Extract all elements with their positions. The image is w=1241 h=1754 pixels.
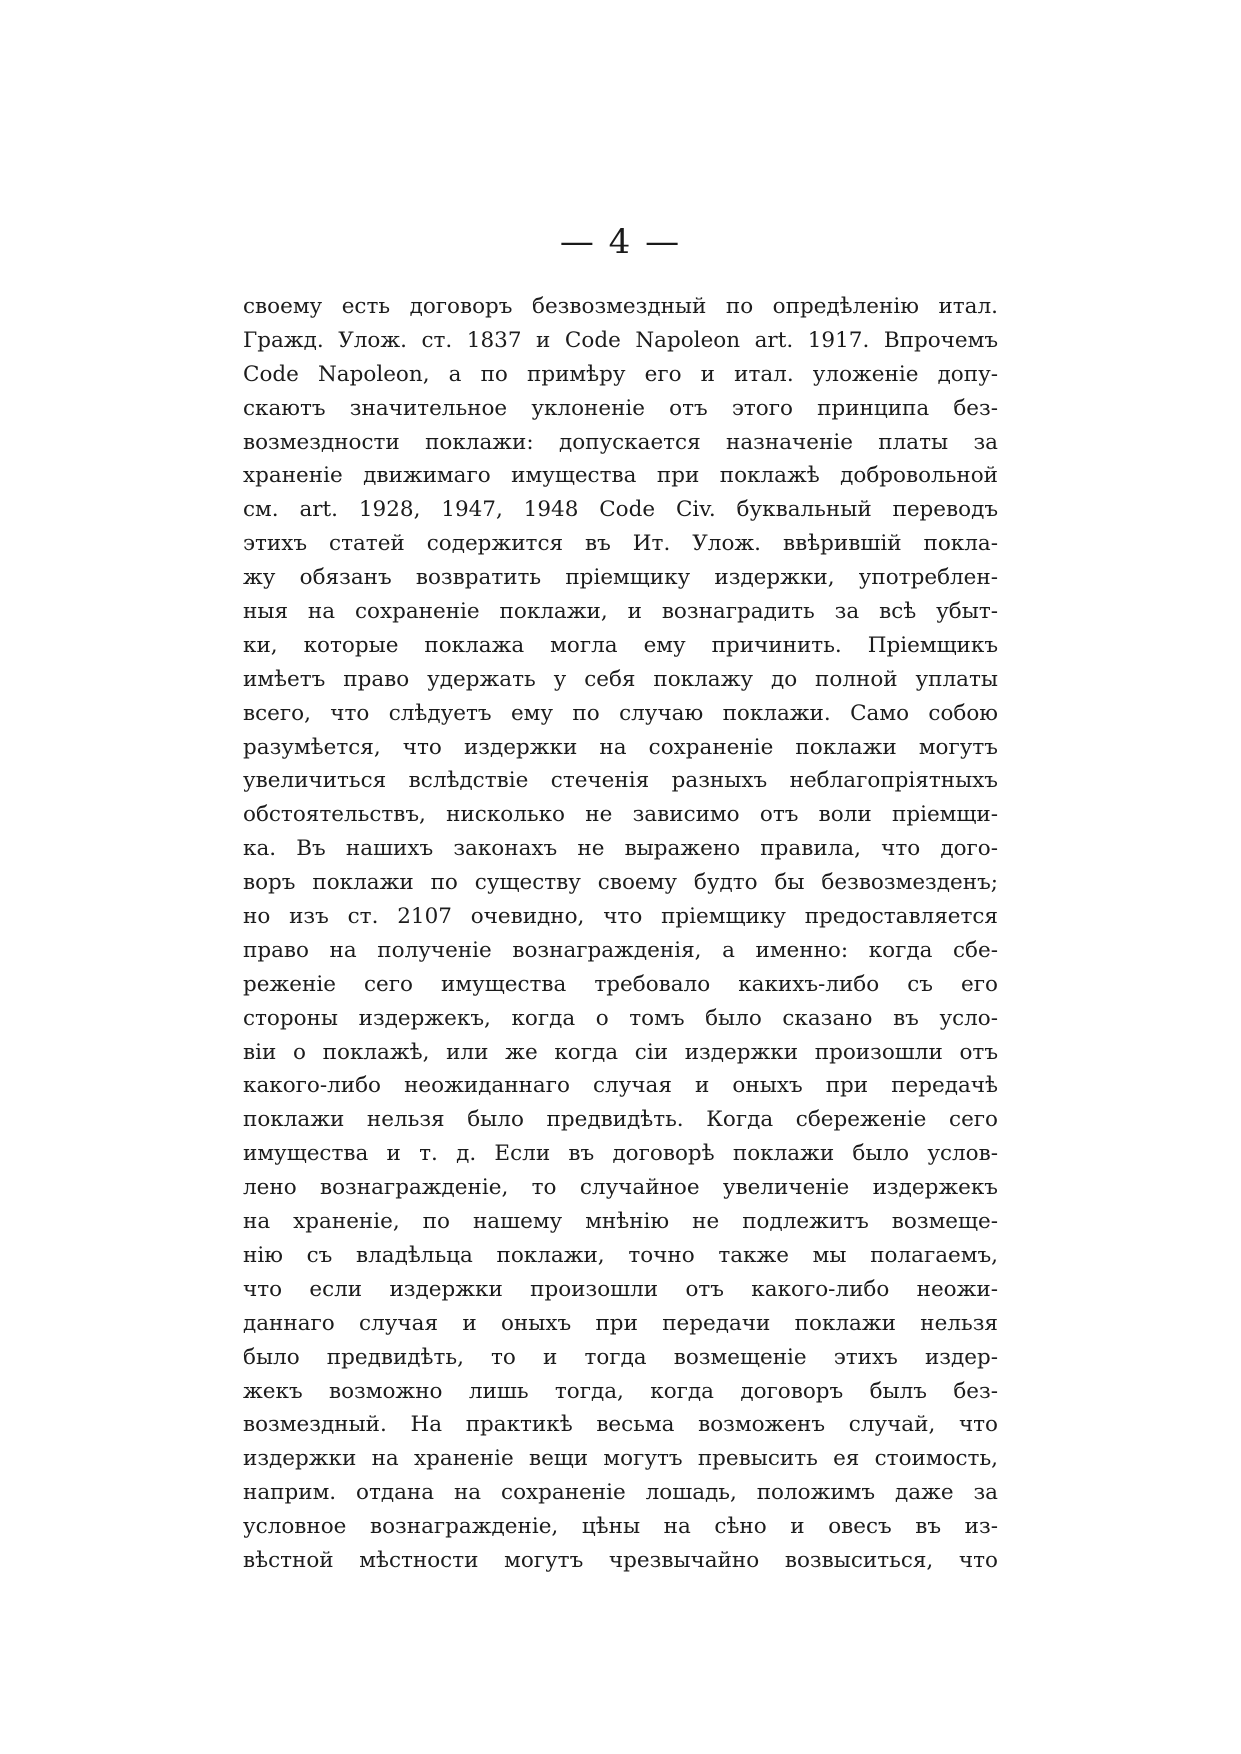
text-line: воръ поклажи по существу своему будто бы безвозмезденъ; bbox=[243, 870, 998, 896]
text-line: издержки на храненіе вещи могутъ превысить ея стоимость, bbox=[243, 1446, 998, 1472]
text-line: наприм. отдана на сохраненіе лошадь, положимъ даже за bbox=[243, 1480, 998, 1506]
text-line: своему есть договоръ безвозмездный по опредѣленію итал. bbox=[243, 294, 998, 319]
page-number: — 4 — bbox=[559, 222, 682, 262]
text-line: разумѣется, что издержки на сохраненіе поклажи могутъ bbox=[243, 734, 998, 760]
text-line: этихъ статей содержится въ Ит. Улож. ввѣрившій покла- bbox=[243, 531, 998, 557]
text-line: на храненіе, по нашему мнѣнію не подлежитъ возмеще- bbox=[243, 1209, 998, 1235]
text-line: Гражд. Улож. ст. 1837 и Code Napoleon art. 1917. Впрочемъ bbox=[243, 327, 998, 353]
text-line: ка. Въ нашихъ законахъ не выражено правила, что дого- bbox=[243, 836, 998, 862]
text-line: но изъ ст. 2107 очевидно, что пріемщику предоставляется bbox=[243, 904, 998, 930]
text-line: поклажи нельзя было предвидѣть. Когда сбереженіе сего bbox=[243, 1107, 998, 1133]
text-line: лено вознагражденіе, то случайное увеличеніе издержекъ bbox=[243, 1175, 998, 1201]
text-line: стороны издержекъ, когда о томъ было сказано въ усло- bbox=[243, 1005, 998, 1031]
text-line: условное вознагражденіе, цѣны на сѣно и овесъ въ из- bbox=[243, 1514, 998, 1540]
text-line: какого-либо неожиданнаго случая и оныхъ при передачѣ bbox=[243, 1073, 998, 1099]
text-line: имѣетъ право удержать у себя поклажу до полной уплаты bbox=[243, 666, 998, 692]
text-line: всего, что слѣдуетъ ему по случаю поклажи. Само собою bbox=[243, 700, 998, 726]
text-line: было предвидѣть, то и тогда возмещеніе этихъ издер- bbox=[243, 1344, 998, 1370]
text-line: віи о поклажѣ, или же когда сіи издержки произошли отъ bbox=[243, 1039, 998, 1065]
text-line: жекъ возможно лишь тогда, когда договоръ былъ без- bbox=[243, 1378, 998, 1404]
text-line: что если издержки произошли отъ какого-либо неожи- bbox=[243, 1276, 998, 1302]
text-line: реженіе сего имущества требовало какихъ-либо съ его bbox=[243, 971, 998, 997]
text-line: имущества и т. д. Если въ договорѣ поклажи было услов- bbox=[243, 1141, 998, 1167]
text-line: жу обязанъ возвратить пріемщику издержки, употреблен- bbox=[243, 565, 998, 591]
text-line: нію съ владѣльца поклажи, точно также мы полагаемъ, bbox=[243, 1242, 998, 1268]
text-line: ки, которые поклажа могла ему причинить. Пріемщикъ bbox=[243, 632, 998, 658]
text-line: ныя на сохраненіе поклажи, и вознаградить за всѣ убыт- bbox=[243, 599, 998, 625]
text-line: право на полученіе вознагражденія, а именно: когда сбе- bbox=[243, 937, 998, 963]
text-line: скаютъ значительное уклоненіе отъ этого принципа без- bbox=[243, 395, 998, 421]
body-text bbox=[243, 290, 998, 1578]
text-line: возмездности поклажи: допускается назначеніе платы за bbox=[243, 429, 998, 455]
text-line: Code Napoleon, а по примѣру его и итал. уложеніе допу- bbox=[243, 361, 998, 387]
text-line: см. art. 1928, 1947, 1948 Code Civ. буквальный переводъ bbox=[243, 497, 998, 523]
text-line: храненіе движимаго имущества при поклажѣ добровольной bbox=[243, 463, 998, 489]
text-line: обстоятельствъ, нисколько не зависимо отъ воли пріемщи- bbox=[243, 802, 998, 828]
text-line: вѣстной мѣстности могутъ чрезвычайно возвыситься, что bbox=[243, 1547, 998, 1573]
text-line: увеличиться вслѣдствіе стеченія разныхъ неблагопріятныхъ bbox=[243, 768, 998, 794]
text-line: даннаго случая и оныхъ при передачи поклажи нельзя bbox=[243, 1310, 998, 1336]
text-line: возмездный. На практикѣ весьма возможенъ случай, что bbox=[243, 1412, 998, 1438]
